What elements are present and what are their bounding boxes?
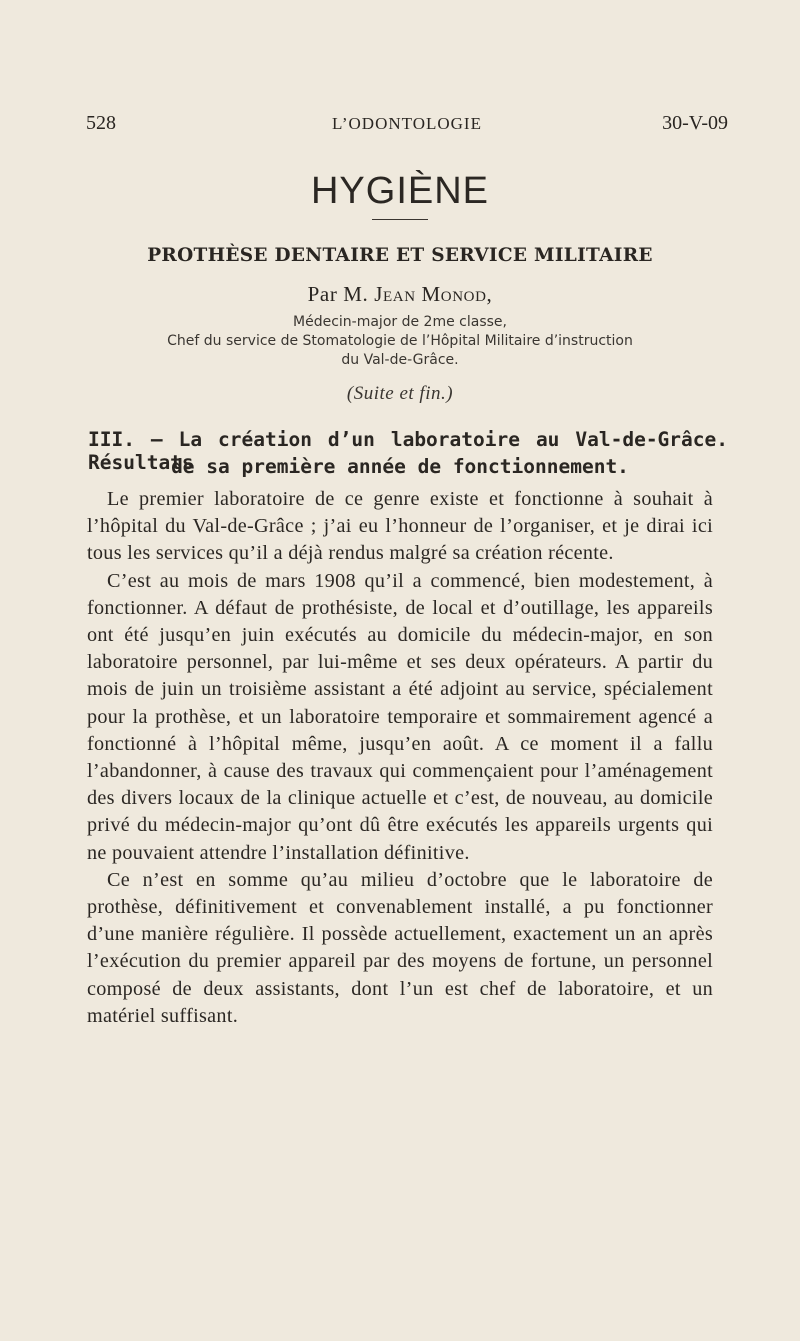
paragraph: Le premier laboratoire de ce genre existe et fonctionne à souhait à l’hôpital du Val-de-Grâce ; j’ai eu l’honneur de l’organiser, et je dirai ici tous les services qu’il a déjà rendus malgré sa création récente. [87,488,713,565]
affiliation-line: Chef du service de Stomatologie de l’Hôpital Militaire d’instruction [167,333,633,349]
title-divider [372,219,428,220]
paragraph: Ce n’est en somme qu’au milieu d’octobre que le laboratoire de prothèse, définitivement et convenablement installé, a pu fonctionner d’une manière régulière. Il possède actuellement, exactement un an après l’exécution du premier appareil par des moyens de fortune, un personnel composé de deux assistants, dont l’un est chef de laboratoire, et un matériel suffisant. [87,868,713,1027]
journal-title: L’ODONTOLOGIE [332,114,482,133]
page-title: HYGIÈNE [310,170,490,212]
author-name: Jean Monod, [374,282,493,306]
continuation-note: (Suite et fin.) [346,383,454,404]
author-prefix: Par M. [307,282,369,306]
article-body [87,486,713,1030]
affiliation-line: du Val-de-Grâce. [341,352,459,368]
section-heading-line: de sa première année de fonctionnement. [171,455,629,478]
issue-date: 30-V-09 [662,112,728,134]
section-heading-line: III. — La création d’un laboratoire au Val-de-Grâce. Résultats [88,428,728,474]
paragraph: C’est au mois de mars 1908 qu’il a commencé, bien modestement, à fonctionner. A défaut de prothésiste, de local et d’outillage, les appareils ont été jusqu’en juin exécutés au domicile du médecin-major, en son laboratoire personnel, par lui-même et ses deux opérateurs. A partir du mois de juin un troisième assistant a été adjoint au service, spécialement pour la prothèse, et un laboratoire temporaire et sommairement agencé a fonctionné à l’hôpital même, jusqu’en août. A ce moment il a fallu l’abandonner, à cause des travaux qui commençaient pour l’aménagement des divers locaux de la clinique actuelle et c’est, de nouveau, au domicile privé du médecin-major qu’ont dû être exécutés les appareils urgents qui ne pouvaient attendre l’installation définitive. [87,569,713,864]
affiliation-line: Médecin-major de 2me classe, [293,314,507,330]
author-line [0,282,800,307]
running-head [86,112,728,142]
article-subtitle: PROTHÈSE DENTAIRE ET SERVICE MILITAIRE [147,245,653,266]
page-number: 528 [86,112,116,134]
